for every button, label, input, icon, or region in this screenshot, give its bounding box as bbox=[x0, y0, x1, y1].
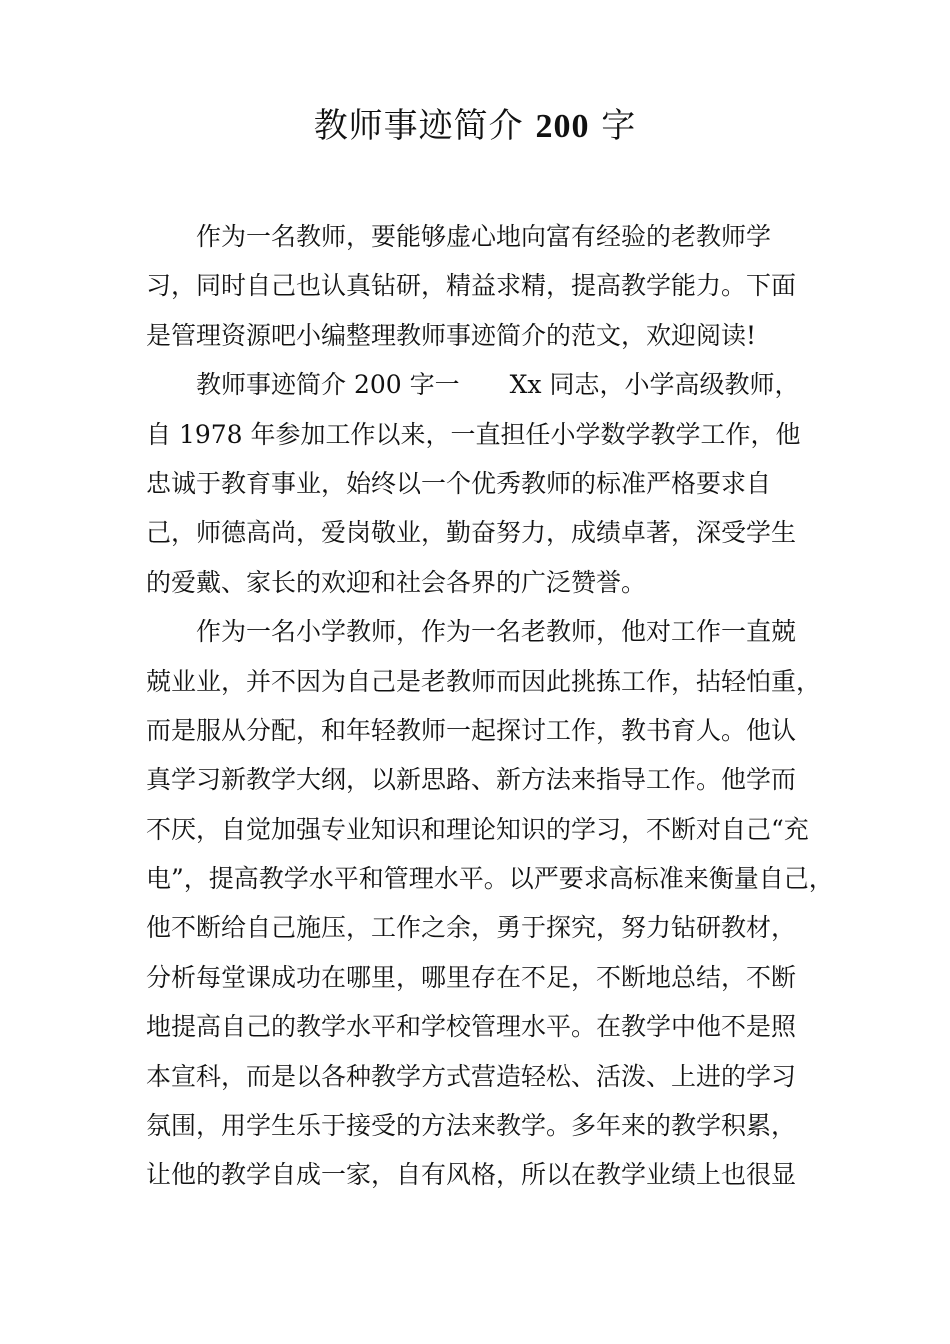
text-line: 让他的教学自成一家，自有风格，所以在教学业绩上也很显 bbox=[146, 1160, 797, 1190]
text-line: 己，师德高尚，爱岗敬业，勤奋努力，成绩卓著，深受学生 bbox=[146, 518, 797, 548]
text-line: 的爱戴、家长的欢迎和社会各界的广泛赞誉。 bbox=[146, 567, 647, 597]
text-line: 兢业业，并不因为自己是老教师而因此挑拣工作，拈轻怕重， bbox=[146, 666, 822, 696]
text-line: 不厌，自觉加强专业知识和理论知识的学习，不断对自己“充 bbox=[146, 814, 809, 844]
text-line: 作为一名小学教师，作为一名老教师，他对工作一直兢 bbox=[196, 617, 797, 647]
text-line: 而是服从分配，和年轻教师一起探讨工作，教书育人。他认 bbox=[146, 715, 797, 745]
text-line: 自 1978 年参加工作以来，一直担任小学数学教学工作，他 bbox=[146, 419, 801, 449]
text-line: 他不断给自己施压，工作之余，勇于探究，努力钻研教材， bbox=[146, 913, 797, 943]
text-line: 氛围，用学生乐于接受的方法来教学。多年来的教学积累， bbox=[146, 1111, 797, 1141]
text-line: 分析每堂课成功在哪里，哪里存在不足，不断地总结，不断 bbox=[146, 962, 797, 992]
text-line: 作为一名教师，要能够虚心地向富有经验的老教师学 bbox=[196, 222, 772, 251]
title-number: 200 bbox=[535, 108, 590, 145]
text-line: 本宣科，而是以各种教学方式营造轻松、活泼、上进的学习 bbox=[146, 1061, 797, 1091]
text-line: 电”，提高教学水平和管理水平。以严要求高标准来衡量自己， bbox=[146, 864, 834, 894]
text-line: 教师事迹简介 200 字一 Xx 同志，小学高级教师， bbox=[196, 370, 800, 400]
document-body bbox=[146, 212, 836, 1200]
text-line: 是管理资源吧小编整理教师事迹简介的范文，欢迎阅读! bbox=[146, 320, 757, 350]
text-line: 习，同时自己也认真钻研，精益求精，提高教学能力。下面 bbox=[146, 271, 797, 301]
text-line: 忠诚于教育事业，始终以一个优秀教师的标准严格要求自 bbox=[146, 468, 772, 498]
page-title bbox=[0, 100, 950, 153]
title-text: 教师事迹简介 bbox=[313, 106, 536, 146]
title-suffix: 字 bbox=[589, 106, 637, 146]
text-line: 真学习新教学大纲，以新思路、新方法来指导工作。他学而 bbox=[146, 765, 797, 795]
text-line: 地提高自己的教学水平和学校管理水平。在教学中他不是照 bbox=[146, 1012, 797, 1042]
